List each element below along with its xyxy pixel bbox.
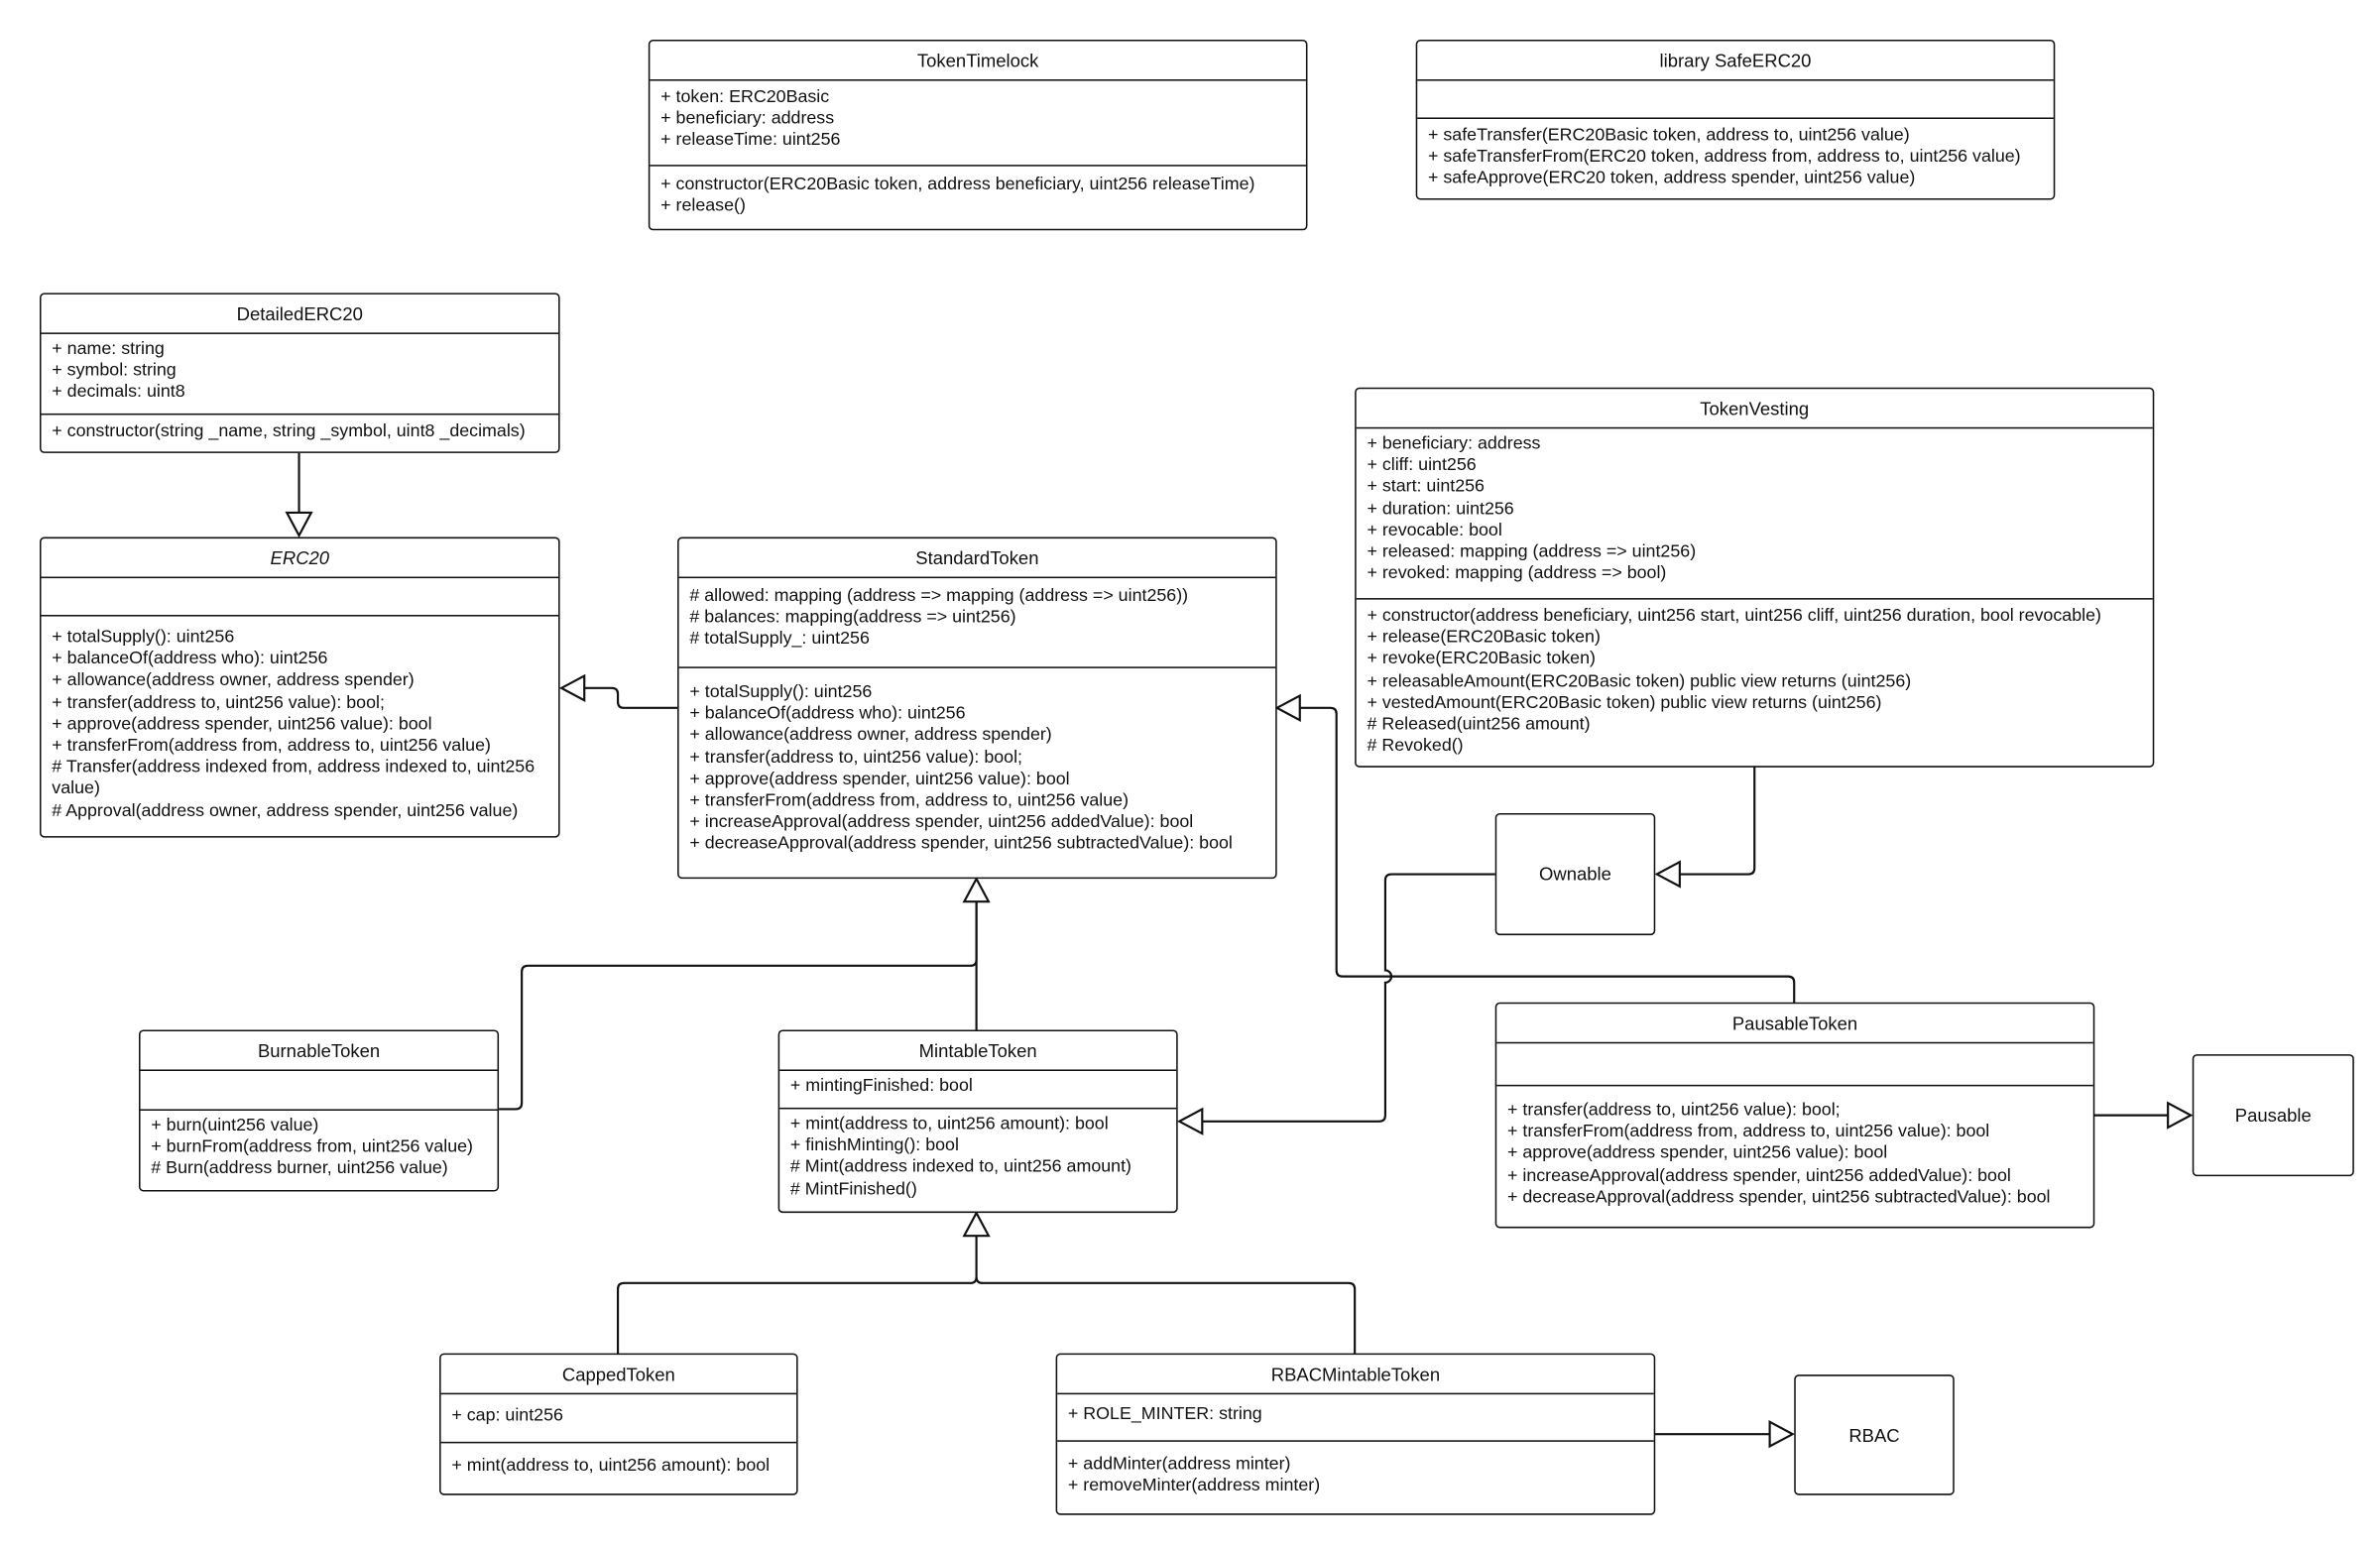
class-pausable-token[interactable]: [1495, 1003, 2095, 1229]
method: + release(ERC20Basic token): [1367, 627, 1601, 648]
method: # Mint(address indexed to, uint256 amount): [789, 1156, 1131, 1177]
attributes-section: [1057, 1394, 1654, 1442]
method: + safeApprove(ERC20 token, address spender, uint256 value): [1427, 168, 1916, 188]
relation-ownable-mintabletoken: [1202, 875, 1494, 1122]
class-pausable[interactable]: [2193, 1054, 2354, 1176]
method: + releasableAmount(ERC20Basic token) public view returns (uint256): [1367, 670, 1912, 691]
relation-standardtoken-erc20: [584, 688, 677, 708]
methods-section: [1496, 1086, 2093, 1208]
method: + constructor(string _name, string _symbol, uint8 _decimals): [52, 420, 526, 441]
generalization-arrow: [561, 676, 584, 701]
method: + constructor(address beneficiary, uint256 start, uint256 cliff, uint256 duration, bool revocable): [1367, 605, 2101, 626]
attributes-section: [679, 578, 1276, 668]
attribute: + released: mapping (address => uint256): [1367, 541, 1697, 562]
attribute: + duration: uint256: [1367, 498, 1514, 519]
class-title: BurnableToken: [257, 1039, 381, 1061]
class-detailed-erc20[interactable]: [40, 293, 560, 453]
class-name: [1057, 1355, 1654, 1394]
attribute: + start: uint256: [1367, 476, 1485, 497]
method: + transferFrom(address from, address to, uint256 value): bool: [1506, 1122, 1990, 1142]
generalization-arrow: [1770, 1422, 1793, 1447]
method: + release(): [660, 195, 746, 216]
class-title: CappedToken: [561, 1363, 675, 1385]
methods-section: [141, 1111, 498, 1180]
attribute: + mintingFinished: bool: [789, 1075, 973, 1096]
attributes-section: [42, 334, 559, 416]
method: + mint(address to, uint256 amount): bool: [789, 1114, 1109, 1134]
method: + transferFrom(address from, address to, uint256 value): [689, 789, 1130, 810]
method: + allowance(address owner, address spender): [52, 670, 415, 691]
method: + safeTransferFrom(ERC20 token, address from, address to, uint256 value): [1427, 147, 2021, 168]
class-title: DetailedERC20: [236, 302, 363, 324]
generalization-arrow: [964, 879, 989, 901]
method: + decreaseApproval(address spender, uint256 subtractedValue): bool: [689, 833, 1233, 854]
method: + finishMinting(): bool: [789, 1134, 959, 1155]
method: + mint(address to, uint256 amount): bool: [451, 1455, 771, 1476]
method: + approve(address spender, uint256 value): bool: [689, 769, 1070, 789]
class-name: [1496, 1004, 2093, 1043]
attributes-section: [441, 1394, 796, 1443]
methods-section: [779, 1109, 1176, 1200]
method: + increaseApproval(address spender, uint256 addedValue): bool: [1506, 1164, 2011, 1185]
attributes-section: [42, 578, 559, 616]
class-title: TokenTimelock: [916, 49, 1039, 71]
generalization-arrow: [2168, 1103, 2191, 1128]
generalization-arrow: [287, 513, 311, 536]
attributes-section: [141, 1071, 498, 1111]
method: + burnFrom(address from, uint256 value): [151, 1136, 473, 1157]
method: + transferFrom(address from, address to, uint256 value): [52, 735, 491, 756]
attribute: # totalSupply_: uint256: [689, 629, 870, 650]
method: + totalSupply(): uint256: [689, 681, 873, 702]
class-token-vesting[interactable]: [1355, 388, 2154, 768]
class-title: MintableToken: [918, 1039, 1037, 1061]
methods-section: [42, 415, 559, 442]
method: # Revoked(): [1367, 735, 1464, 756]
class-title: ERC20: [270, 546, 330, 569]
attribute: # allowed: mapping (address => mapping (address => uint256)): [689, 585, 1189, 606]
method: # Transfer(address indexed from, address indexed to, uint256 value): [52, 757, 536, 799]
method: + approve(address spender, uint256 value): bool: [52, 713, 432, 734]
attribute: + name: string: [52, 338, 165, 359]
methods-section: [650, 167, 1306, 217]
class-title: library SafeERC20: [1659, 49, 1812, 71]
class-name: [42, 538, 559, 578]
method: # MintFinished(): [789, 1178, 917, 1199]
attribute: + revocable: bool: [1367, 520, 1502, 540]
class-name: [1417, 42, 2054, 81]
attribute: + beneficiary: address: [1367, 432, 1541, 453]
class-rbac[interactable]: [1794, 1374, 1955, 1495]
relation-tokenvesting-ownable: [1680, 766, 1754, 874]
class-title: StandardToken: [915, 546, 1039, 569]
method: + transfer(address to, uint256 value): bool;: [52, 691, 385, 712]
class-name: [42, 295, 559, 334]
method: + increaseApproval(address spender, uint256 addedValue): bool: [689, 811, 1194, 832]
attributes-section: [1417, 81, 2054, 119]
method: + constructor(ERC20Basic token, address beneficiary, uint256 releaseTime): [660, 174, 1255, 194]
class-name: [779, 1031, 1176, 1071]
methods-section: [42, 617, 559, 822]
attributes-section: [1496, 1043, 2093, 1086]
attributes-section: [1357, 428, 2153, 599]
class-erc20[interactable]: [40, 537, 560, 838]
class-name: [441, 1355, 796, 1394]
method: + transfer(address to, uint256 value): bool;: [689, 747, 1023, 768]
method: + approve(address spender, uint256 value): bool: [1506, 1142, 1888, 1163]
method: # Burn(address burner, uint256 value): [151, 1158, 448, 1179]
class-safe-erc20[interactable]: [1416, 40, 2056, 200]
class-mintable-token[interactable]: [778, 1029, 1178, 1213]
methods-section: [1357, 600, 2153, 758]
method: + removeMinter(address minter): [1067, 1476, 1321, 1496]
class-name: [650, 42, 1306, 81]
method: # Approval(address owner, address spender, uint256 value): [52, 800, 519, 821]
class-capped-token[interactable]: [439, 1354, 798, 1495]
method: + addMinter(address minter): [1067, 1454, 1291, 1475]
class-standard-token[interactable]: [677, 537, 1277, 880]
attribute: + cliff: uint256: [1367, 454, 1477, 475]
class-name: [679, 538, 1276, 578]
methods-section: [679, 668, 1276, 856]
class-name: [141, 1031, 498, 1071]
relation-rbacmintabletoken-mintabletoken: [977, 1277, 1356, 1355]
method: + decreaseApproval(address spender, uint256 subtractedValue): bool: [1506, 1186, 2051, 1207]
class-ownable[interactable]: [1495, 813, 1656, 935]
method: + balanceOf(address who): uint256: [689, 703, 966, 724]
class-title: Pausable: [2234, 1104, 2312, 1127]
method: + vestedAmount(ERC20Basic token) public view returns (uint256): [1367, 692, 1882, 713]
class-title: RBAC: [1848, 1424, 1900, 1446]
relation-cappedtoken-mintabletoken: [618, 1236, 977, 1355]
generalization-arrow: [1277, 696, 1300, 721]
method: + burn(uint256 value): [151, 1115, 319, 1135]
class-token-timelock[interactable]: [649, 40, 1308, 230]
method: + revoke(ERC20Basic token): [1367, 649, 1596, 669]
method: # Released(uint256 amount): [1367, 714, 1591, 735]
method: + safeTransfer(ERC20Basic token, address to, uint256 value): [1427, 125, 1910, 146]
method: + allowance(address owner, address spender): [689, 725, 1052, 746]
attribute: # balances: mapping(address => uint256): [689, 607, 1016, 628]
attribute: + beneficiary: address: [660, 108, 835, 129]
methods-section: [441, 1443, 796, 1477]
method: + transfer(address to, uint256 value): bool;: [1506, 1100, 1841, 1121]
class-rbac-mintable-token[interactable]: [1056, 1354, 1656, 1515]
generalization-arrow: [1657, 862, 1680, 887]
class-name: [1357, 389, 2153, 428]
class-title: TokenVesting: [1700, 397, 1810, 419]
attribute: + symbol: string: [52, 360, 177, 381]
generalization-arrow: [1179, 1109, 1202, 1133]
attribute: + token: ERC20Basic: [660, 86, 830, 107]
class-title: Ownable: [1539, 863, 1611, 886]
attribute: + revoked: mapping (address => bool): [1367, 563, 1667, 584]
class-burnable-token[interactable]: [139, 1029, 499, 1191]
attribute: + cap: uint256: [451, 1404, 563, 1425]
class-title: PausableToken: [1731, 1012, 1858, 1034]
attribute: + ROLE_MINTER: string: [1067, 1403, 1262, 1424]
method: + totalSupply(): uint256: [52, 627, 235, 648]
methods-section: [1057, 1442, 1654, 1497]
generalization-arrow: [964, 1213, 989, 1236]
attributes-section: [650, 81, 1306, 167]
attribute: + decimals: uint8: [52, 382, 185, 403]
attributes-section: [779, 1071, 1176, 1109]
method: + balanceOf(address who): uint256: [52, 649, 328, 669]
attribute: + releaseTime: uint256: [660, 130, 841, 151]
class-title: RBACMintableToken: [1270, 1363, 1441, 1385]
methods-section: [1417, 119, 2054, 190]
